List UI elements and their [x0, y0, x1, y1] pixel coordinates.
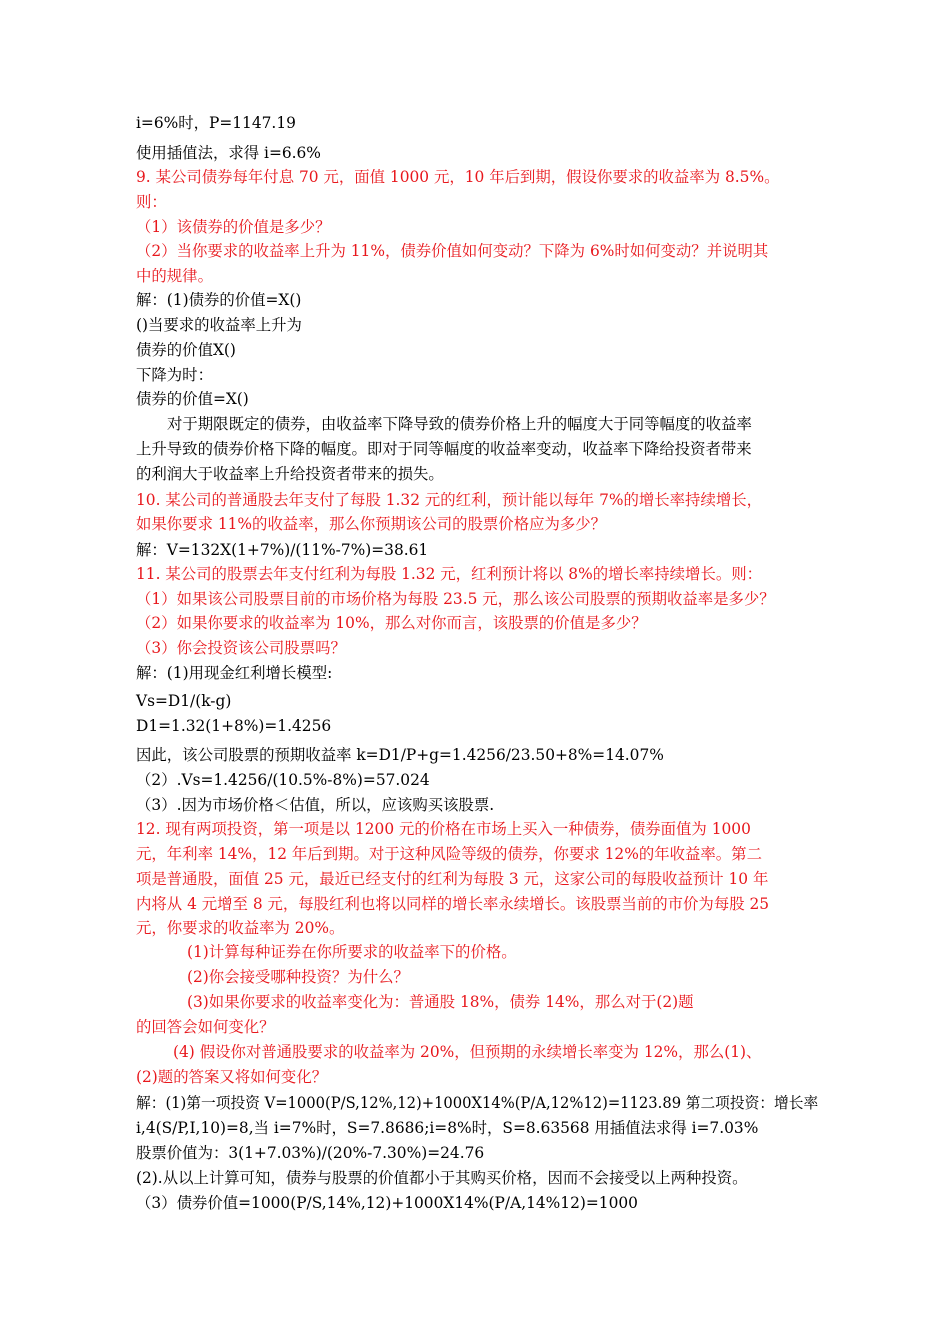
question-9-line-2: 则：: [136, 193, 167, 211]
answer-9-paragraph-line-1: 对于期限既定的债券，由收益率下降导致的债券价格上升的幅度大于同等幅度的收益率: [167, 415, 752, 433]
answer-12-part-2: (2).从以上计算可知，债券与股票的价值都小于其购买价格，因而不会接受以上两种投资。: [136, 1169, 748, 1187]
text-line-p-at-6pct: i=6%时，P=1147.19: [136, 114, 296, 132]
text-line-interpolation-result: 使用插值法，求得 i=6.6%: [136, 144, 321, 162]
question-11-part-3: （3）你会投资该公司股票吗？: [136, 639, 346, 657]
answer-9-line-5: 债券的价值=Ⅹ(): [136, 390, 249, 408]
question-9-part-2: （2）当你要求的收益率上升为 11%，债券价值如何变动？下降为 6%时如何变动？并说明其: [136, 242, 769, 260]
question-9-part-1: （1）该债券的价值是多少？: [136, 218, 331, 236]
answer-9-line-3: 债券的价值Ⅹ(): [136, 341, 236, 359]
answer-10: 解：V=132Ⅹ(1+7%)/(11%-7%)=38.61: [136, 541, 429, 559]
question-12-part-2: (2)你会接受哪种投资？为什么？: [187, 968, 409, 986]
answer-11-d1: D1=1.32(1+8%)=1.4256: [136, 717, 332, 735]
question-12-line-5: 元，你要求的收益率为 20%。: [136, 919, 345, 937]
question-12-line-2: 元，年利率 14%，12 年后到期。对于这种风险等级的债券，你要求 12%的年收益率。第二: [136, 845, 762, 863]
answer-11-part-3: （3）.因为市场价格＜估值，所以，应该购买该股票.: [136, 796, 495, 814]
question-12-part-3: (3)如果你要求的收益率变化为：普通股 18%，债券 14%，那么对于(2)题: [187, 993, 694, 1011]
answer-9-line-1: 解：(1)债券的价值=Ⅹ(): [136, 291, 302, 309]
question-9-line-1: 9. 某公司债券每年付息 70 元，面值 1000 元，10 年后到期，假设你要求的收益率为 8.5%。: [136, 168, 780, 186]
answer-12-line-2: i,4(S/P,I,10)=8,当 i=7%时，S=7.8686;i=8%时，S=8.63568 用插值法求得 i=7.03%: [136, 1119, 759, 1137]
answer-11-expected-return: 因此，该公司股票的预期收益率 k=D1/P+g=1.4256/23.50+8%=14.07%: [136, 746, 664, 764]
question-12-part-4-cont: (2)题的答案又将如何变化？: [136, 1068, 328, 1086]
answer-11-part-2: （2）.Vs=1.4256/(10.5%-8%)=57.024: [136, 771, 430, 789]
answer-12-stock-value: 股票价值为：3(1+7.03%)/(20%-7.30%)=24.76: [136, 1144, 485, 1162]
question-12-line-4: 内将从 4 元增至 8 元，每股红利也将以同样的增长率永续增长。该股票当前的市价为每股 25: [136, 895, 770, 913]
answer-9-paragraph-line-3: 的利润大于收益率上升给投资者带来的损失。: [136, 465, 444, 483]
answer-12-line-1: 解：(1)第一项投资 V=1000(P/S,12%,12)+1000Ⅹ14%(P/A,12%12)=1123.89 第二项投资：增长率: [136, 1094, 819, 1112]
question-10-line-1: 10. 某公司的普通股去年支付了每股 1.32 元的红利，预计能以每年 7%的增长率持续增长，: [136, 491, 763, 509]
question-12-part-1: (1)计算每种证券在你所要求的收益率下的价格。: [187, 943, 517, 961]
answer-9-paragraph-line-2: 上升导致的债券价格下降的幅度。即对于同等幅度的收益率变动，收益率下降给投资者带来: [136, 440, 752, 458]
question-11-line-1: 11. 某公司的股票去年支付红利为每股 1.32 元，红利预计将以 8%的增长率持续增长。则：: [136, 565, 763, 583]
answer-11-line-1: 解：(1)用现金红利增长模型:: [136, 664, 333, 682]
question-12-line-3: 项是普通股，面值 25 元，最近已经支付的红利为每股 3 元，这家公司的每股收益预计 10 年: [136, 870, 769, 888]
answer-12-part-3: （3）债券价值=1000(P/S,14%,12)+1000Ⅹ14%(P/A,14%12)=1000: [136, 1194, 638, 1212]
question-12-line-1: 12. 现有两项投资，第一项是以 1200 元的价格在市场上买入一种债券，债券面值为 1000: [136, 820, 751, 838]
answer-11-formula: Vs=D1/(k-g): [136, 692, 232, 710]
question-12-part-4: (4) 假设你对普通股要求的收益率为 20%，但预期的永续增长率变为 12%，那么(1)、: [173, 1043, 762, 1061]
question-9-part-2-cont: 中的规律。: [136, 267, 213, 285]
question-10-line-2: 如果你要求 11%的收益率，那么你预期该公司的股票价格应为多少？: [136, 515, 607, 533]
answer-9-line-4: 下降为时：: [136, 366, 213, 384]
question-12-part-3-cont: 的回答会如何变化？: [136, 1018, 275, 1036]
answer-9-line-2: ()当要求的收益率上升为: [136, 316, 302, 334]
question-11-part-1: （1）如果该公司股票目前的市场价格为每股 23.5 元，那么该公司股票的预期收益率是多少？: [136, 590, 775, 608]
question-11-part-2: （2）如果你要求的收益率为 10%，那么对你而言，该股票的价值是多少？: [136, 614, 647, 632]
